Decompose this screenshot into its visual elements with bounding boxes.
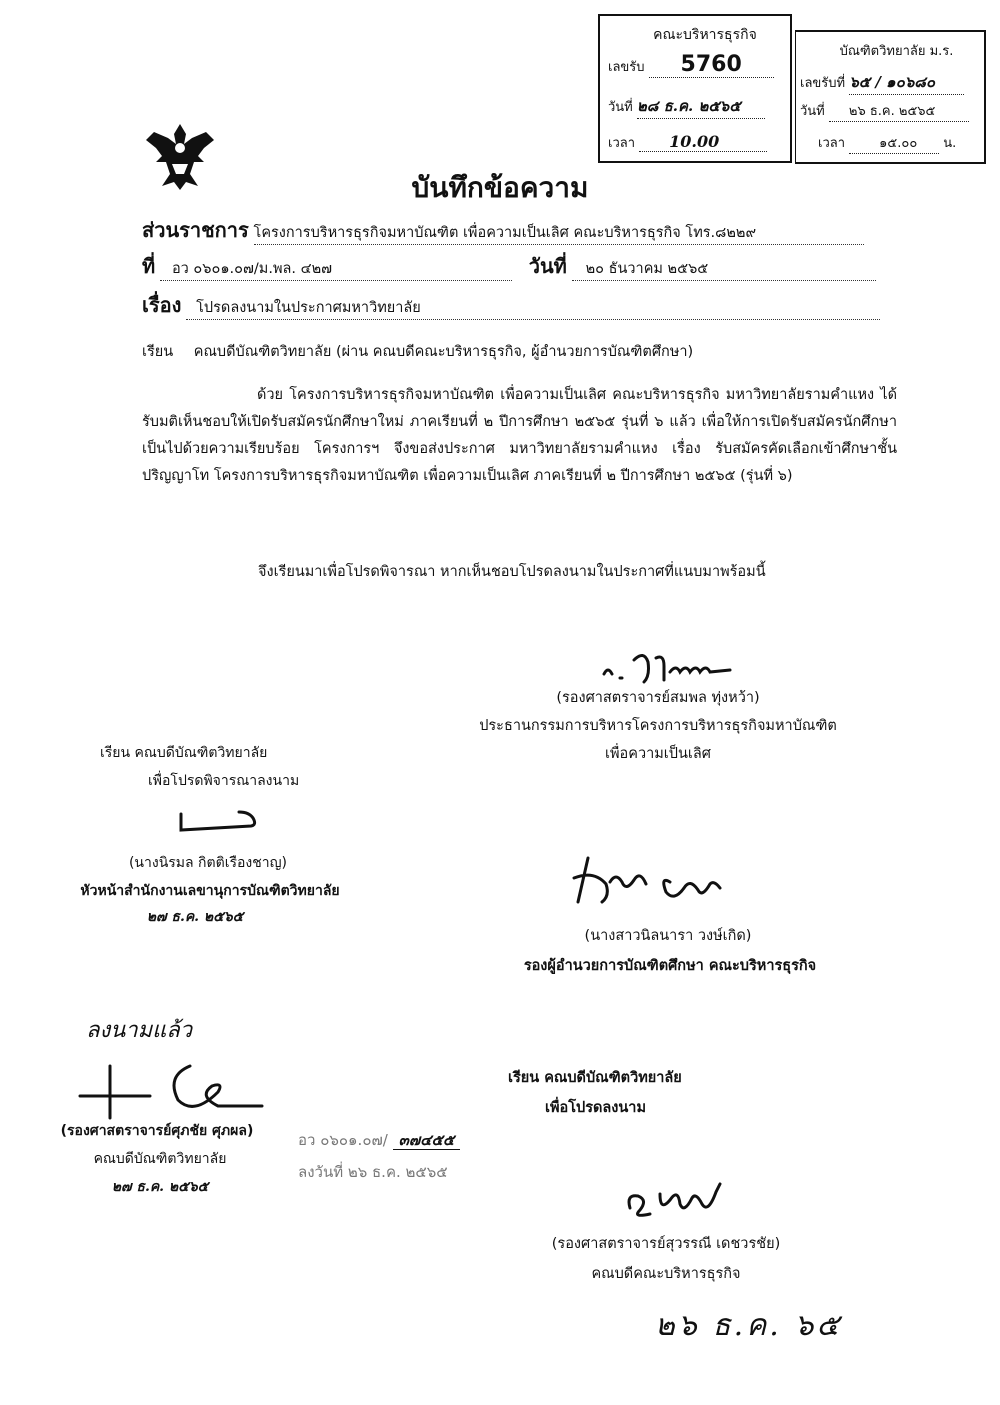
signature-business-dean: [620, 1180, 740, 1224]
faint-stamp-number: ๓๗๔๕๕: [393, 1131, 461, 1150]
faculty-date-label: วันที่: [608, 100, 633, 115]
body-paragraph: ด้วย โครงการบริหารธุรกิจมหาบัณฑิต เพื่อความเป็นเลิศ คณะบริหารธุรกิจ มหาวิทยาลัยรามคำแหง ได้รับมติเห็นชอบให้เปิดรับสมัครนักศึกษาใหม่ ภาคเรียนที่ ๒ ปีการศึกษา ๒๕๖๕ รุ่นที่ ๖ แล้ว เพื่อให้การเปิดรับสมัครนักศึกษาเป็นไปด้วยความเรียบร้อย โครงการฯ จึงขอส่งประกาศ มหาวิทยาลัยรามคำแหง เรื่อง รับสมัครคัดเลือกเข้าศึกษาชั้นปริญญาโท โครงการบริหารธุรกิจมหาบัณฑิต เพื่อความเป็นเลิศ ภาคเรียนที่ ๒ ปีการศึกษา ๒๕๖๕ (รุ่นที่ ๖): [142, 387, 897, 484]
signer3-name: (รองศาสตราจารย์สุวรรณี เดชวรชัย): [551, 1236, 781, 1252]
signer1-position-line2: เพื่อความเป็นเลิศ: [605, 746, 711, 762]
grad-time-value: ๑๕.๐๐: [849, 132, 939, 154]
faculty-time-label: เวลา: [608, 136, 636, 151]
ref-value: อว ๐๖๐๑.๐๗/ม.พล. ๔๒๗: [160, 257, 512, 281]
subject-label: เรื่อง: [142, 293, 182, 317]
note-right-request: เพื่อโปรดลงนาม: [545, 1100, 646, 1116]
signed-date: ๒๗ ธ.ค. ๒๕๖๕: [111, 1179, 209, 1195]
note-left-date: ๒๗ ธ.ค. ๒๕๖๕: [146, 909, 244, 925]
note-left-name: (นางนิรมล กิตติเรืองชาญ): [128, 855, 288, 871]
closing-sentence: จึงเรียนมาเพื่อโปรดพิจารณา หากเห็นชอบโปรดลงนามในประกาศที่แนบมาพร้อมนี้: [258, 564, 766, 580]
subject-value: โปรดลงนามในประกาศมหาวิทยาลัย: [186, 296, 880, 320]
signature-chairman: [598, 648, 778, 688]
note-left-position: หัวหน้าสำนักงานเลขานุการบัณฑิตวิทยาลัย: [80, 883, 340, 899]
signer1-position-line1: ประธานกรรมการบริหารโครงการบริหารธุรกิจมหาบัณฑิต: [479, 718, 837, 734]
grad-date-label: วันที่: [800, 104, 825, 119]
faint-stamp-prefix: อว ๐๖๐๑.๐๗/: [298, 1131, 388, 1149]
faculty-time-value: 10.00: [639, 132, 767, 152]
ref-label: ที่: [142, 254, 156, 278]
signer2-position: รองผู้อำนวยการบัณฑิตศึกษา คณะบริหารธุรกิจ: [523, 958, 817, 974]
note-left-request: เพื่อโปรดพิจารณาลงนาม: [148, 773, 300, 789]
signed-name: (รองศาสตราจารย์ศุภชัย ศุภผล): [60, 1123, 254, 1139]
date-value: ๒๐ ธันวาคม ๒๕๖๕: [572, 257, 876, 281]
to-label: เรียน: [142, 344, 174, 360]
date-label: วันที่: [528, 254, 567, 278]
grad-time-unit: น.: [943, 136, 957, 151]
faculty-receipt-number: 5760: [680, 52, 742, 77]
signer3-date-handwritten: ๒๖ ธ.ค. ๖๕: [655, 1308, 843, 1343]
garuda-emblem-icon: [142, 118, 218, 194]
grad-receipt-number: ๖๕ / ๑๐๖๘๐: [849, 70, 964, 95]
signer2-name: (นางสาวนิลนารา วงษ์เกิด): [584, 928, 752, 944]
grad-receipt-label: เลขรับที่: [800, 76, 846, 91]
faculty-receipt-stamp: [598, 14, 792, 163]
signed-position: คณบดีบัณฑิตวิทยาลัย: [93, 1151, 227, 1167]
faculty-stamp-title: คณะบริหารธุรกิจ: [653, 27, 757, 43]
memo-title: บันทึกข้อความ: [411, 171, 589, 204]
grad-stamp-title: บัณฑิตวิทยาลัย ม.ร.: [839, 44, 954, 59]
grad-school-receipt-stamp: [795, 30, 986, 164]
agency-label: ส่วนราชการ: [142, 218, 249, 242]
faint-stamp-date: ลงวันที่ ๒๖ ธ.ค. ๒๕๖๕: [298, 1163, 448, 1181]
note-right-to: เรียน คณบดีบัณฑิตวิทยาลัย: [508, 1070, 682, 1086]
signature-office-head: [175, 800, 265, 836]
note-left-to: เรียน คณบดีบัณฑิตวิทยาลัย: [100, 745, 268, 761]
faculty-date-value: ๒๘ ธ.ค. ๒๕๖๕: [637, 94, 765, 119]
agency-value: โครงการบริหารธุรกิจมหาบัณฑิต เพื่อความเป็นเลิศ คณะบริหารธุรกิจ โทร.๘๒๒๙: [254, 221, 864, 245]
signed-note: ลงนามแล้ว: [86, 1018, 193, 1043]
faculty-receipt-label: เลขรับ: [608, 60, 645, 75]
signer3-position: คณบดีคณะบริหารธุรกิจ: [591, 1266, 741, 1282]
signature-grad-dean: [70, 1056, 290, 1124]
signer1-name: (รองศาสตราจารย์สมพล ทุ่งหว้า): [556, 690, 760, 706]
signature-deputy-director: [570, 852, 770, 912]
grad-time-label: เวลา: [818, 136, 846, 151]
to-value: คณบดีบัณฑิตวิทยาลัย (ผ่าน คณบดีคณะบริหารธุรกิจ, ผู้อำนวยการบัณฑิตศึกษา): [193, 344, 694, 360]
grad-date-value: ๒๖ ธ.ค. ๒๕๖๕: [829, 100, 969, 122]
